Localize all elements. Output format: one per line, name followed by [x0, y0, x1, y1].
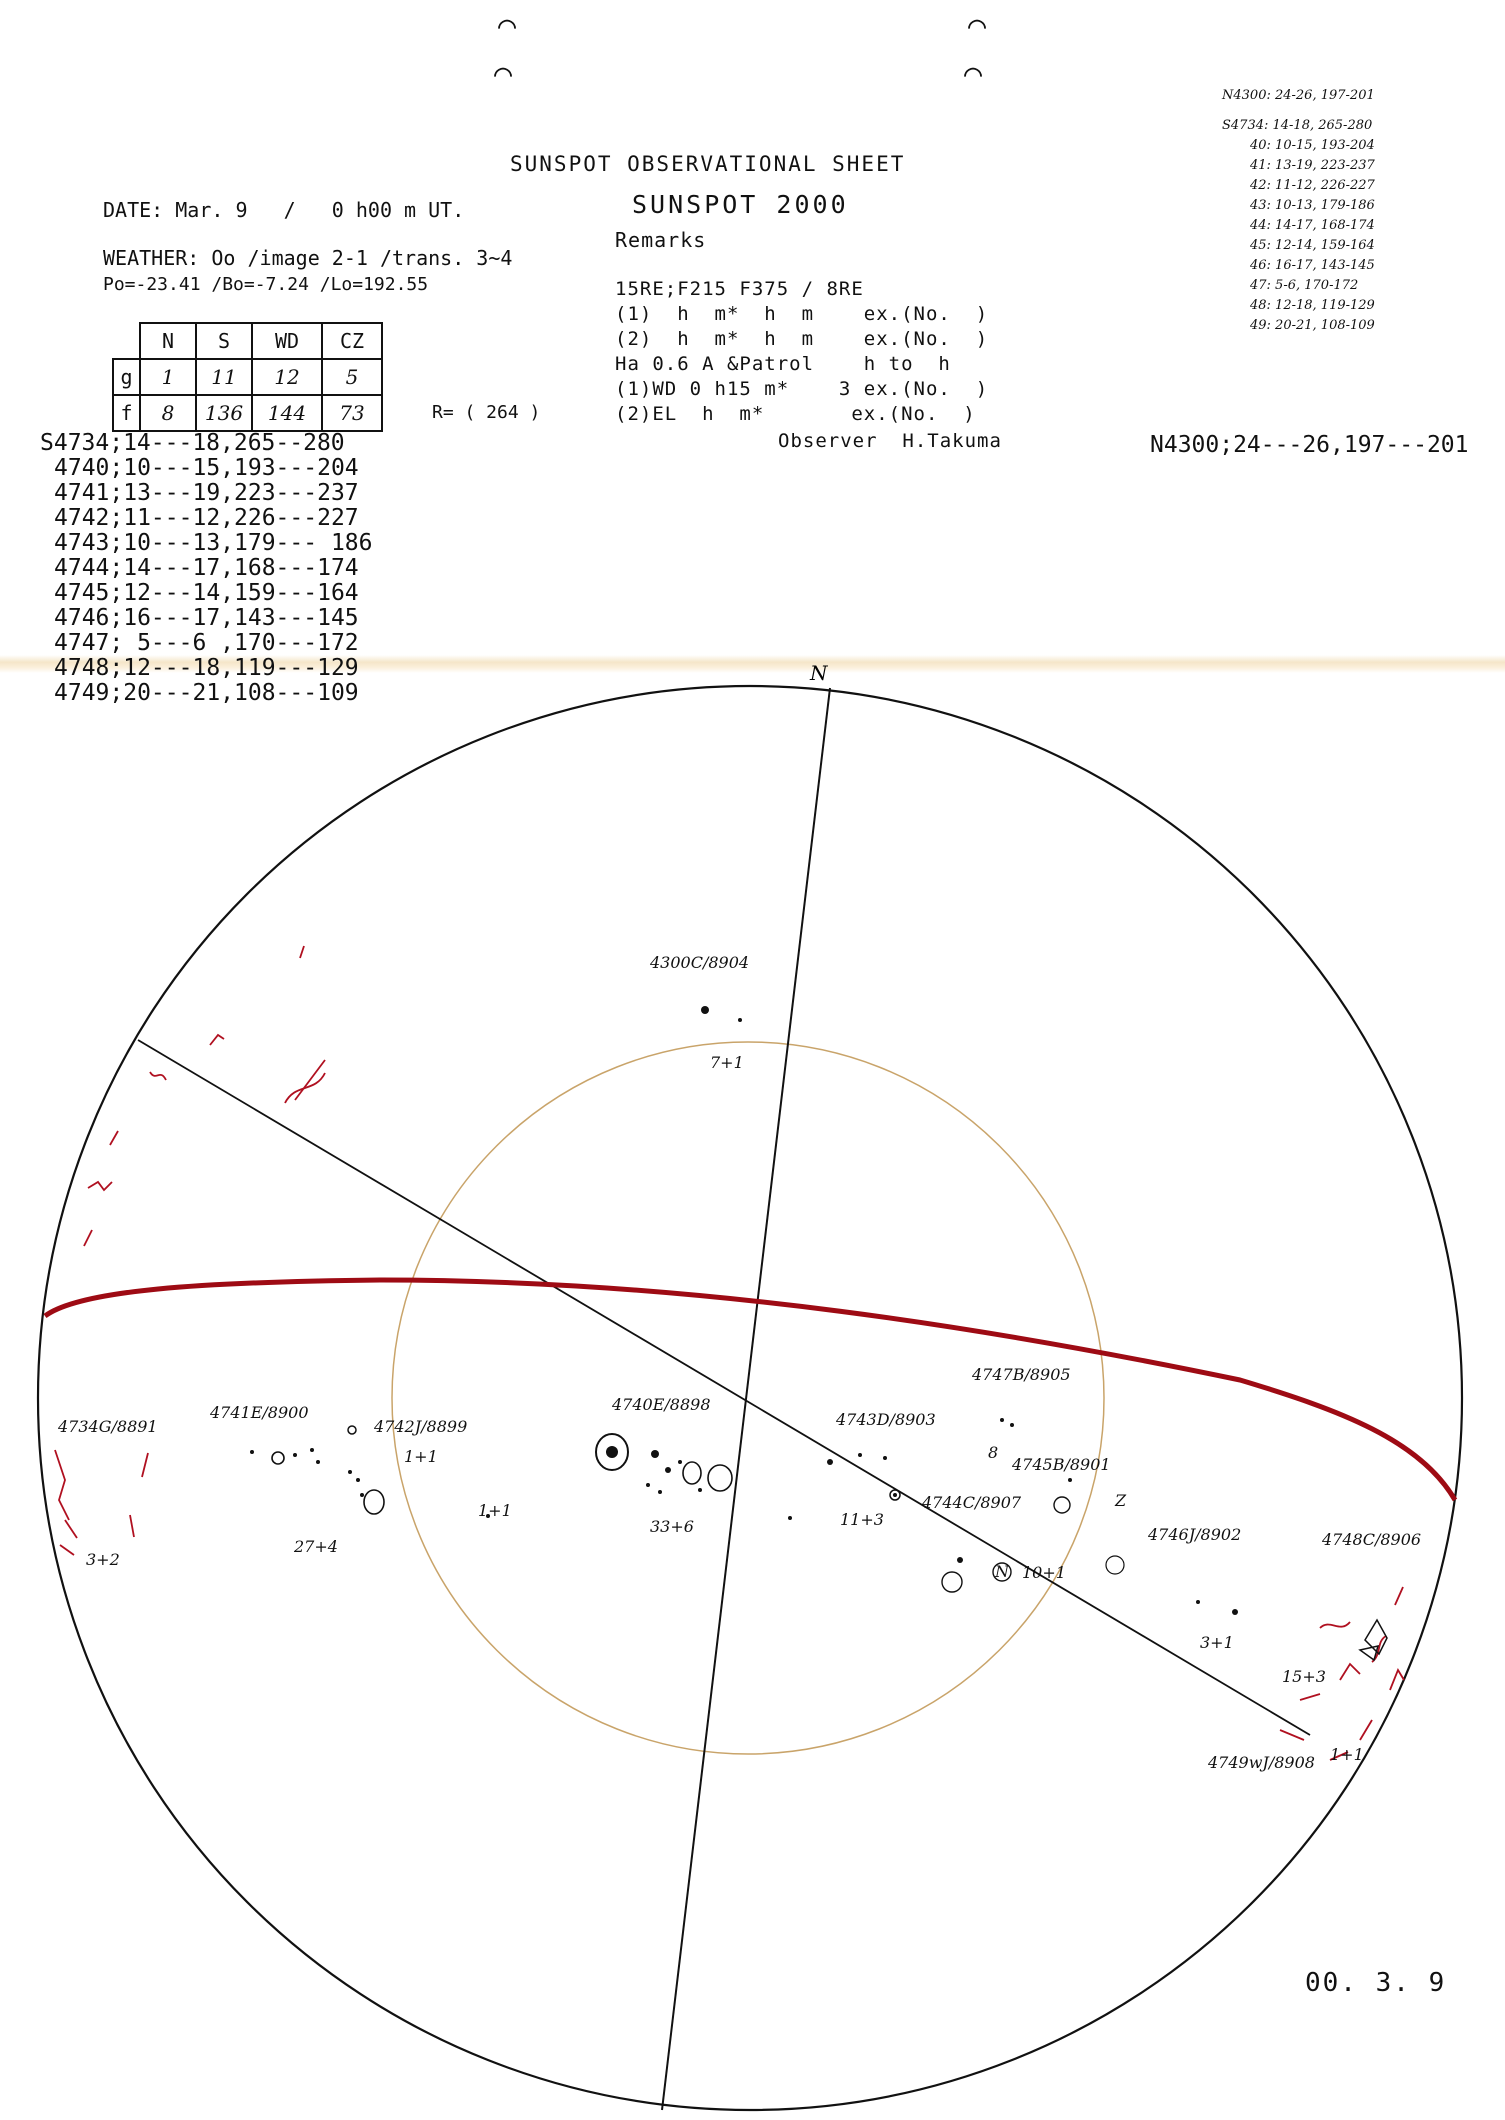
count-4748: 15+3 — [1282, 1667, 1326, 1686]
sunspot-marks — [250, 1006, 1387, 1660]
sheet-subtitle: SUNSPOT 2000 — [632, 190, 849, 219]
count-4741: 27+4 — [294, 1537, 338, 1556]
small-count: 1+1 — [478, 1501, 512, 1520]
g-cz: 5 — [322, 359, 382, 395]
count-4740: 33+6 — [650, 1517, 694, 1536]
count-4749: 1+1 — [1330, 1745, 1364, 1764]
range-line: 4746;16---17,143---145 — [54, 605, 359, 631]
z-mark: Z — [1115, 1491, 1127, 1510]
remark-line: 15RE;F215 F375 / 8RE — [615, 278, 864, 300]
col-n: N — [140, 323, 196, 359]
range-line: 4743;10---13,179--- 186 — [54, 530, 373, 556]
binder-mark-1: ⌒ — [498, 8, 517, 43]
label-4749: 4749wJ/8908 — [1208, 1753, 1315, 1772]
remark-line: (1)WD 0 h15 m* 3 ex.(No. ) — [615, 378, 989, 400]
binder-mark-3: ⌒ — [968, 8, 987, 43]
hw-line: 41: 13-19, 223-237 — [1250, 158, 1375, 173]
angles-field: Po=-23.41 /Bo=-7.24 /Lo=192.55 — [103, 274, 429, 295]
hw-line: 47: 5-6, 170-172 — [1250, 278, 1359, 293]
label-4300: 4300C/8904 — [650, 953, 750, 972]
remark-line: (1) h m* h m ex.(No. ) — [615, 303, 989, 325]
g-n: 1 — [140, 359, 196, 395]
hw-line: 43: 10-13, 179-186 — [1250, 198, 1375, 213]
label-4741: 4741E/8900 — [210, 1403, 309, 1422]
north-range: N4300;24---26,197---201 — [1150, 432, 1469, 458]
n-circle-label: N — [995, 1562, 1009, 1581]
hw-line: 45: 12-14, 159-164 — [1250, 238, 1375, 253]
footer-date-stamp: 00. 3. 9 — [1305, 1968, 1447, 1998]
inner-reference-circle — [392, 1042, 1104, 1754]
f-cz: 73 — [322, 395, 382, 431]
col-s: S — [196, 323, 252, 359]
range-line: 4745;12---14,159---164 — [54, 580, 359, 606]
north-marker: N — [810, 661, 828, 685]
hw-line: N4300: 24-26, 197-201 — [1222, 88, 1375, 103]
label-4740: 4740E/8898 — [612, 1395, 711, 1414]
label-4742: 4742J/8899 — [374, 1417, 468, 1436]
range-line: 4744;14---17,168---174 — [54, 555, 359, 581]
date-field: DATE: Mar. 9 / 0 h00 m UT. — [103, 198, 465, 222]
range-line: 4741;13---19,223---237 — [54, 480, 359, 506]
remark-line: Ha 0.6 A &Patrol h to h — [615, 353, 951, 375]
sheet-title: SUNSPOT OBSERVATIONAL SHEET — [510, 152, 906, 176]
hw-line: S4734: 14-18, 265-280 — [1222, 118, 1373, 133]
range-line: 4748;12---18,119---129 — [54, 655, 359, 681]
g-s: 11 — [196, 359, 252, 395]
hw-line: 49: 20-21, 108-109 — [1250, 318, 1375, 333]
hw-line: 48: 12-18, 119-129 — [1250, 298, 1375, 313]
count-4744: 10+1 — [1022, 1563, 1066, 1582]
f-n: 8 — [140, 395, 196, 431]
range-line: 4742;11---12,226---227 — [54, 505, 359, 531]
count-4300: 7+1 — [710, 1053, 744, 1072]
count-4747: 8 — [988, 1443, 999, 1462]
count-4734: 3+2 — [86, 1550, 120, 1569]
observer-line: Observer H.Takuma — [778, 430, 1002, 452]
count-4746: 3+1 — [1200, 1633, 1234, 1652]
count-4742: 1+1 — [404, 1447, 438, 1466]
remark-line: (2) h m* h m ex.(No. ) — [615, 328, 989, 350]
weather-field: WEATHER: Oo /image 2-1 /trans. 3~4 — [103, 246, 513, 270]
label-4743: 4743D/8903 — [836, 1410, 936, 1429]
label-4745: 4745B/8901 — [1012, 1455, 1111, 1474]
row-label-g: g — [113, 359, 140, 395]
hw-line: 40: 10-15, 193-204 — [1250, 138, 1375, 153]
row-label-f: f — [113, 395, 140, 431]
hw-line: 44: 14-17, 168-174 — [1250, 218, 1375, 233]
range-line: 4740;10---15,193---204 — [54, 455, 359, 481]
solar-equator-curve — [45, 1280, 1455, 1500]
label-4744: 4744C/8907 — [922, 1493, 1022, 1512]
remarks-label: Remarks — [615, 228, 707, 252]
reference-diagonal-line — [138, 1040, 1310, 1735]
solar-disk-outline — [38, 686, 1462, 2110]
label-4734: 4734G/8891 — [58, 1417, 158, 1436]
g-wd: 12 — [252, 359, 322, 395]
col-cz: CZ — [322, 323, 382, 359]
remark-line: (2)EL h m* ex.(No. ) — [615, 403, 976, 425]
f-wd: 144 — [252, 395, 322, 431]
col-wd: WD — [252, 323, 322, 359]
label-4747: 4747B/8905 — [972, 1365, 1071, 1384]
hw-line: 46: 16-17, 143-145 — [1250, 258, 1375, 273]
count-4743: 11+3 — [840, 1510, 884, 1529]
label-4746: 4746J/8902 — [1148, 1525, 1242, 1544]
binder-mark-4: ⌒ — [964, 56, 983, 91]
range-line: 4749;20---21,108---109 — [54, 680, 359, 706]
binder-mark-2: ⌒ — [494, 56, 513, 91]
hw-line: 42: 11-12, 226-227 — [1250, 178, 1375, 193]
range-line: S4734;14---18,265--280 — [40, 430, 345, 456]
r-value: R= ( 264 ) — [432, 402, 541, 423]
f-s: 136 — [196, 395, 252, 431]
range-line: 4747; 5---6 ,170---172 — [54, 630, 359, 656]
label-4748: 4748C/8906 — [1322, 1530, 1422, 1549]
